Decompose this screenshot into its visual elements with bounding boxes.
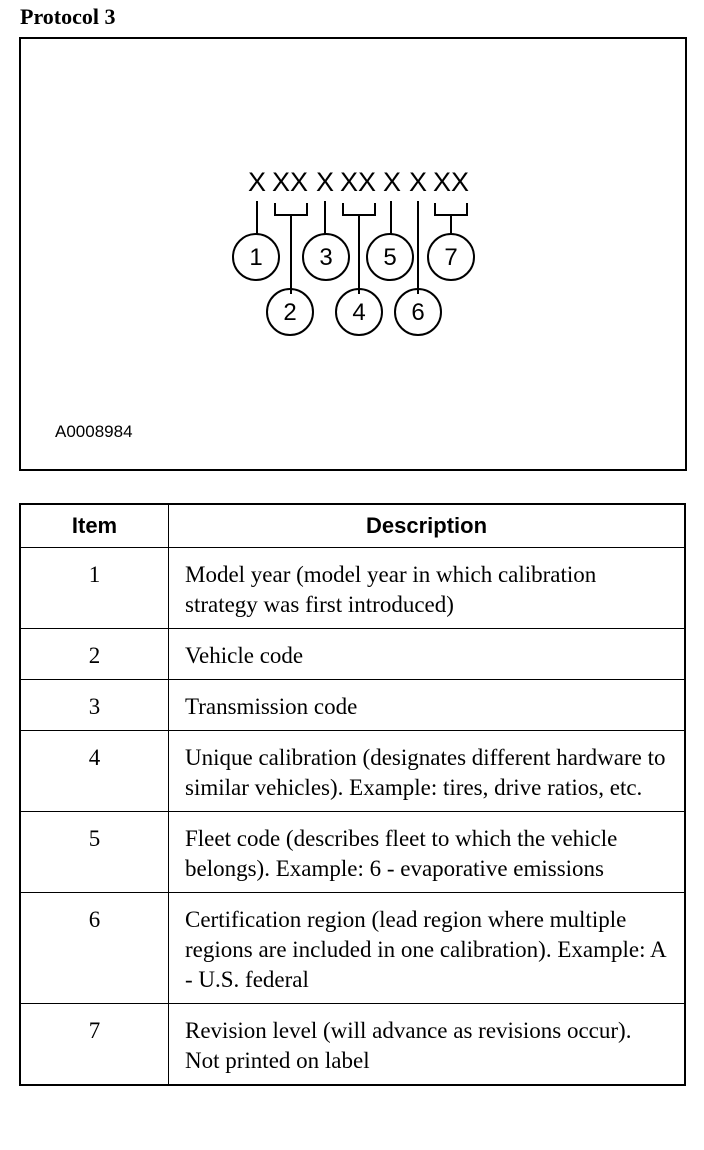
code-group-4: XX — [339, 167, 377, 197]
page-title: Protocol 3 — [20, 4, 116, 29]
callout-label-7: 7 — [444, 244, 458, 271]
table-row — [20, 680, 685, 731]
item-description: Revision level (will advance as revisions occur). Not printed on label — [169, 1004, 686, 1086]
code-diagram — [19, 37, 687, 471]
item-description: Model year (model year in which calibration strategy was first introduced) — [169, 548, 686, 629]
item-description: Unique calibration (designates different hardware to similar vehicles). Example: tires, drive ratios, etc. — [169, 731, 686, 812]
callout-label-2: 2 — [283, 299, 297, 326]
code-diagram-svg — [21, 39, 685, 469]
table-row — [20, 812, 685, 893]
table-row — [20, 893, 685, 1004]
table-header-row — [20, 504, 685, 548]
code-group-1: X — [247, 167, 267, 197]
column-header-item: Item — [20, 504, 169, 548]
code-group-3: X — [315, 167, 335, 197]
item-description: Transmission code — [169, 680, 686, 731]
code-group-5: X — [382, 167, 402, 197]
code-group-7: XX — [432, 167, 470, 197]
table-row — [20, 1004, 685, 1086]
callout-label-1: 1 — [249, 244, 263, 271]
table-row — [20, 548, 685, 629]
item-number: 5 — [20, 812, 169, 893]
callout-label-3: 3 — [319, 244, 333, 271]
item-description-table — [19, 503, 686, 1086]
item-number: 2 — [20, 629, 169, 680]
code-group-6: X — [408, 167, 428, 197]
code-group-2: XX — [271, 167, 309, 197]
item-description: Certification region (lead region where multiple regions are included in one calibration). Example: A - U.S. federal — [169, 893, 686, 1004]
item-number: 7 — [20, 1004, 169, 1086]
table-row — [20, 731, 685, 812]
callout-label-4: 4 — [352, 299, 366, 326]
item-number: 3 — [20, 680, 169, 731]
item-number: 6 — [20, 893, 169, 1004]
column-header-description: Description — [169, 504, 686, 548]
item-number: 4 — [20, 731, 169, 812]
callout-label-6: 6 — [411, 299, 425, 326]
bracket-2 — [275, 203, 307, 215]
figure-id: A0008984 — [55, 422, 133, 441]
bracket-4 — [343, 203, 375, 215]
item-description: Vehicle code — [169, 629, 686, 680]
table-row — [20, 629, 685, 680]
callout-label-5: 5 — [383, 244, 397, 271]
item-description: Fleet code (describes fleet to which the vehicle belongs). Example: 6 - evaporative emissions — [169, 812, 686, 893]
bracket-7 — [435, 203, 467, 215]
item-number: 1 — [20, 548, 169, 629]
